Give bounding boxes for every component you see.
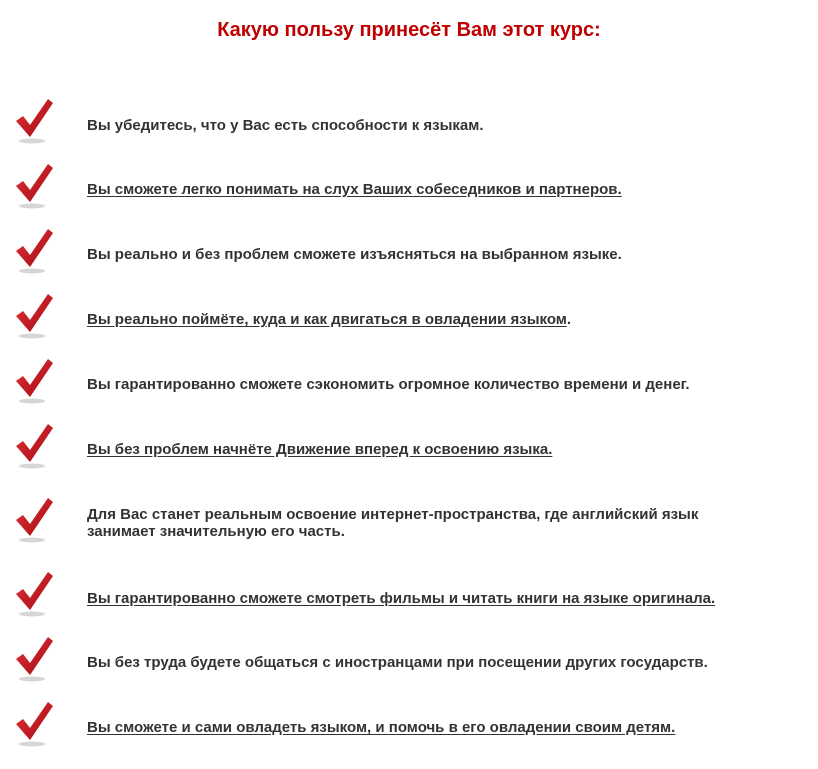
- benefit-text: Вы без проблем начнёте Движение вперед к освоению языка.: [87, 441, 553, 458]
- benefit-text: Вы сможете и сами овладеть языком, и помочь в его овладении своим детям.: [87, 719, 676, 736]
- benefit-text: Вы реально и без проблем сможете изъясняться на выбранном языке.: [87, 246, 622, 263]
- checkmark-icon: [14, 422, 54, 470]
- checkmark-icon: [14, 570, 54, 618]
- checkmark-icon: [14, 496, 54, 544]
- benefit-text-underlined: Вы реально поймёте, куда и как двигаться в овладении языком: [87, 311, 567, 328]
- checkmark-icon: [14, 97, 54, 145]
- benefit-text: Вы без труда будете общаться с иностранцами при посещении других государств.: [87, 654, 708, 671]
- checkmark-icon: [14, 292, 54, 340]
- benefit-text: Вы гарантированно сможете смотреть фильмы и читать книги на языке оригинала.: [87, 590, 716, 607]
- checkmark-icon: [14, 357, 54, 405]
- benefit-text-suffix: .: [566, 311, 572, 328]
- checkmark-icon: [14, 700, 54, 748]
- checkmark-icon: [14, 162, 54, 210]
- checkmark-icon: [14, 227, 54, 275]
- benefit-text: Вы гарантированно сможете сэкономить огромное количество времени и денег.: [87, 376, 690, 393]
- page-title: Какую пользу принесёт Вам этот курс:: [217, 19, 601, 41]
- checkmark-icon: [14, 635, 54, 683]
- benefit-text: Для Вас станет реальным освоение интернет-пространства, где английский язык занимает значительную его часть.: [87, 506, 699, 540]
- benefit-text: [87, 311, 777, 328]
- benefit-text: Вы убедитесь, что у Вас есть способности к языкам.: [87, 117, 484, 134]
- benefit-text: Вы сможете легко понимать на слух Ваших собеседников и партнеров.: [87, 181, 622, 198]
